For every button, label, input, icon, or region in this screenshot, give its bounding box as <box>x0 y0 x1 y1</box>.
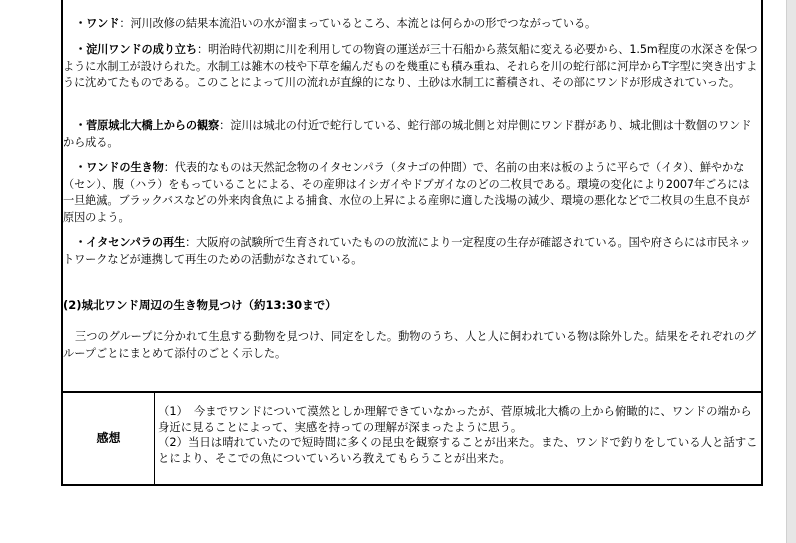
paragraph-itasenpara-revival <box>63 235 758 268</box>
impressions-text <box>158 404 758 466</box>
paragraph-text: ：代表的なものは天然記念物のイタセンパラ（タナゴの仲間）で、名前の由来は板のように平らで（イタ）、鮮やかな（セン）、腹（ハラ）をもっていることによる、その産卵はイシガイやドブガイなのどの二枚貝である。環境の変化により2007年ごろには一旦絶滅。ブラックバスなどの外来肉食魚による捕食、水位の上昇による産卵に適した浅場の減少、環境の悪化などで二枚貝の生息不良が原因のよう。 <box>63 161 750 224</box>
paragraph-heading: ・淀川ワンドの成り立ち <box>75 43 197 56</box>
report-table <box>61 0 763 486</box>
section-title: (2)城北ワンド周辺の生き物見つけ（約13:30まで） <box>63 298 337 312</box>
table-column-divider <box>154 391 155 484</box>
paragraph-wando <box>63 16 758 33</box>
paragraph-heading: ・イタセンパラの再生 <box>75 236 186 249</box>
paragraph-text: ：淀川は城北の付近で蛇行している、蛇行部の城北側と対岸側にワンド群があり、城北側は十数個のワンドから成る。 <box>63 119 752 149</box>
vertical-scrollbar[interactable] <box>786 0 796 543</box>
paragraph-heading: ・菅原城北大橋上からの観察 <box>75 119 220 132</box>
impressions-label: 感想 <box>96 431 121 445</box>
paragraph-text: ：河川改修の結果本流沿いの水が溜まっているところ、本流とは何らかの形でつながっている。 <box>119 17 597 30</box>
paragraph-wando-origin <box>63 42 758 92</box>
impression-line: （2）当日は晴れていたので短時間に多くの昆虫を観察することが出来た。また、ワンドで釣りをしている人と話すことにより、そこでの魚についていろいろ教えてもらうことが出来た。 <box>158 435 758 465</box>
section-body: 三つのグループに分かれて生息する動物を見つけ、同定をした。動物のうち、人と人に飼われている物は除外した。結果をそれぞれのグループごとにまとめて添付のごとく示した。 <box>63 330 757 360</box>
table-row-divider <box>63 391 761 393</box>
paragraph-heading: ・ワンドの生き物 <box>75 161 164 174</box>
paragraph-text: ：大阪府の試験所で生育されていたものの放流により一定程度の生存が確認されている。国や府さらには市民ネットワークなどが連携して再生のための活動がなされている。 <box>63 236 751 266</box>
report-body-cell <box>63 0 761 391</box>
paragraph-text: ：明治時代初期に川を利用しての物資の運送が三十石船から蒸気船に変える必要から、1.5m程度の水深さを保つように水制工が設けられた。水制工は雑木の枝や下草を編んだものを幾重にも積み重ね、それらを川の蛇行部に河岸からT字型に突き出すように沈めてたものである。このことによって川の流れが直線的になり、土砂は水制工に蓄積され、その部にワンドが形成されていった。 <box>63 43 758 89</box>
impression-line: （1） 今までワンドについて漠然としか理解できていなかったが、菅原城北大橋の上から俯瞰的に、ワンドの端から身近に見ることによって、実感を持っての理解が深まったように思う。 <box>158 404 752 434</box>
paragraph-bridge-observation <box>63 118 758 151</box>
paragraph-wando-creatures <box>63 160 758 226</box>
paragraph-heading: ・ワンド <box>75 17 120 30</box>
